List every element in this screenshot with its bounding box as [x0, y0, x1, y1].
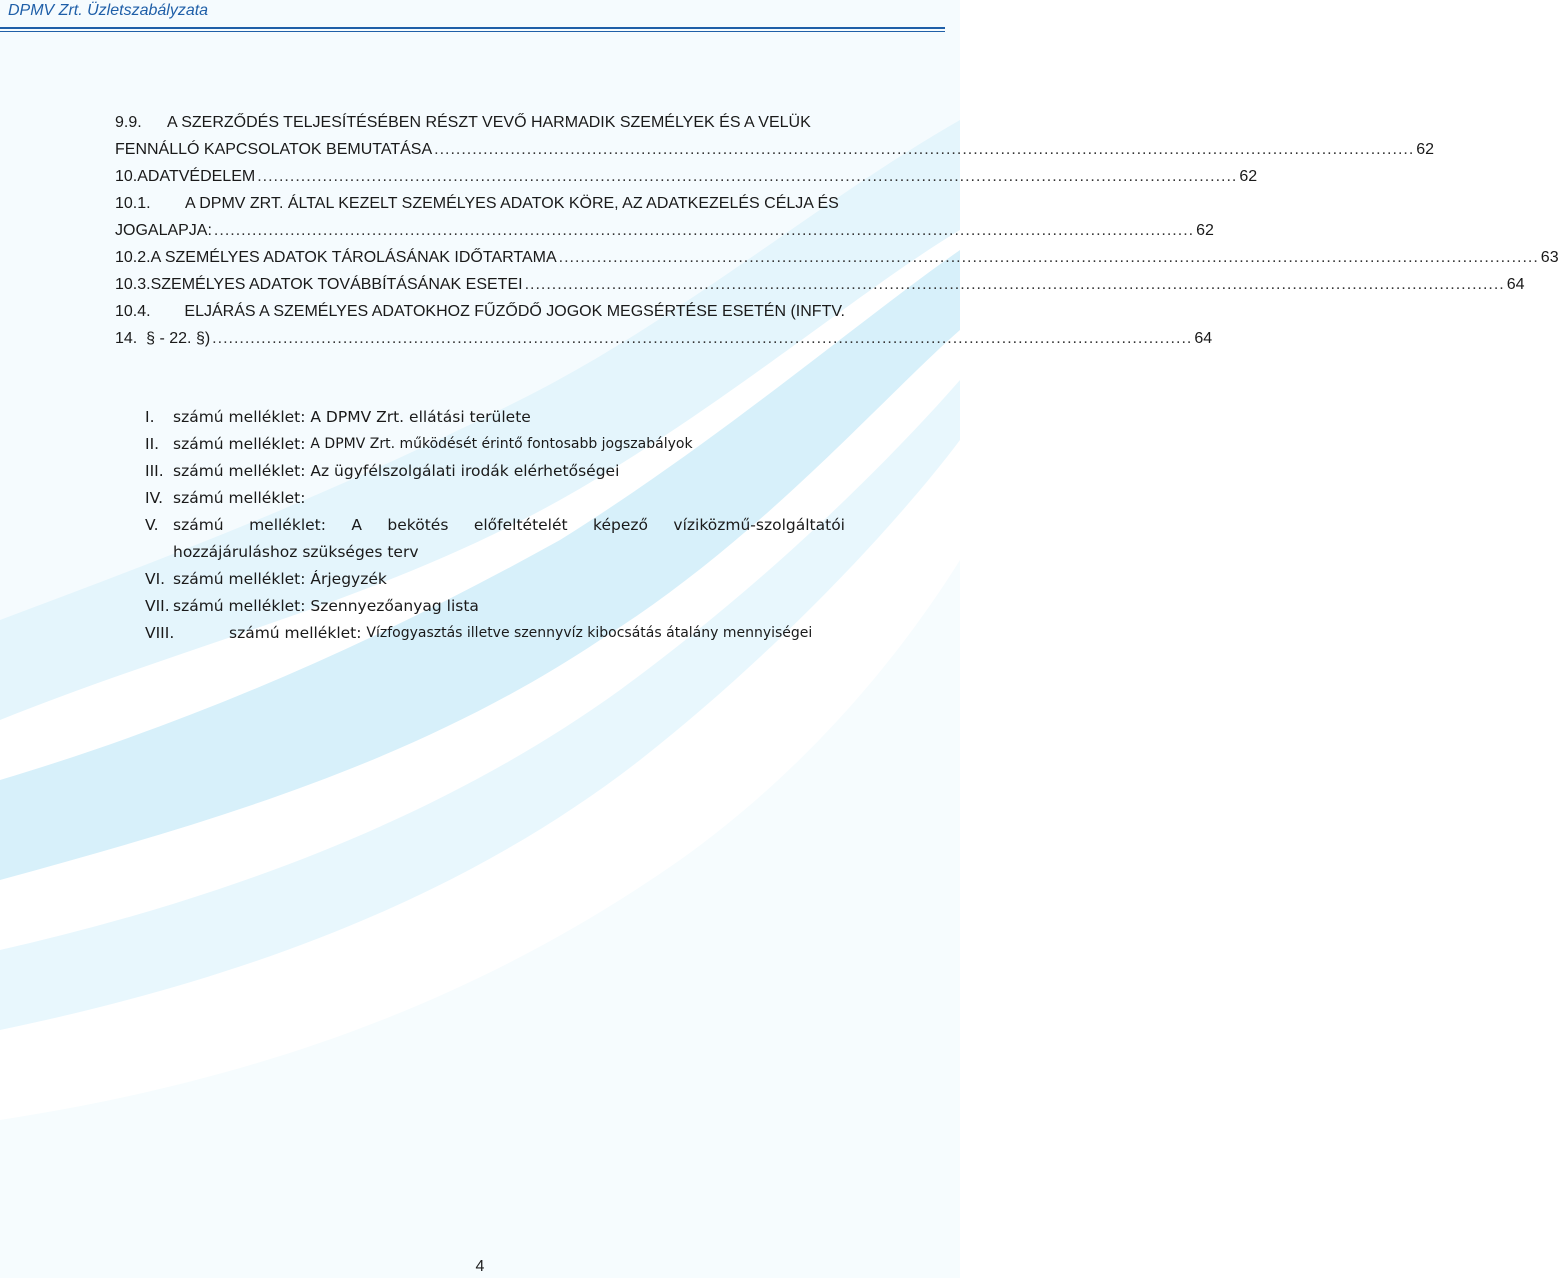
header-rule-thin — [0, 31, 945, 32]
toc-page: 64 — [1194, 330, 1213, 347]
annex-text: számú melléklet: Szennyezőanyag lista — [173, 597, 479, 615]
toc-page: 62 — [1196, 222, 1214, 239]
toc-page: 63 — [1540, 249, 1559, 266]
annex-text: számú melléklet: Az ügyfélszolgálati irodák elérhetőségei — [173, 462, 620, 480]
annex-text: hozzájáruláshoz szükséges terv — [173, 543, 419, 561]
annex-word: A — [351, 516, 362, 534]
toc-title: JOGALAPJA: — [115, 222, 212, 239]
annex-word: előfeltételét — [473, 516, 568, 534]
annex-text: számú melléklet: — [173, 435, 311, 453]
toc-title: SZEMÉLYES ADATOK TOVÁBBÍTÁSÁNAK ESETEI — [150, 276, 523, 293]
annex-justified-text — [173, 512, 845, 539]
annex-roman: VIII. — [145, 624, 175, 642]
toc-title: 14. § - 22. §) — [115, 330, 211, 347]
annex-roman: III. — [145, 462, 164, 480]
annex-item-continuation — [145, 539, 845, 566]
toc-leader-dots: .................................................................................................................................................................................... — [257, 168, 1238, 185]
annex-item — [145, 431, 845, 458]
toc-entry[interactable] — [115, 136, 1435, 163]
toc-leader-dots: .................................................................................................................................................................................... — [212, 330, 1193, 347]
annex-item — [145, 485, 845, 512]
toc-entry[interactable] — [115, 217, 1214, 244]
annex-text: számú melléklet: Árjegyzék — [173, 570, 387, 588]
toc-number: 10. — [115, 168, 138, 185]
toc-entry[interactable] — [115, 298, 845, 325]
annex-roman: I. — [145, 408, 155, 426]
toc-number: 9.9. — [115, 114, 142, 131]
toc-title: ELJÁRÁS A SZEMÉLYES ADATOKHOZ FŰZŐDŐ JOGOK MEGSÉRTÉSE ESETÉN (INFTV. — [184, 303, 845, 320]
annex-roman: II. — [145, 435, 160, 453]
page-number: 4 — [475, 1258, 485, 1275]
header-title: DPMV Zrt. Üzletszabályzata — [8, 2, 209, 19]
toc-title: FENNÁLLÓ KAPCSOLATOK BEMUTATÁSA — [115, 141, 433, 158]
annex-roman: VI. — [145, 570, 166, 588]
toc-entry[interactable] — [115, 109, 845, 136]
annex-text: számú melléklet: A DPMV Zrt. ellátási területe — [173, 408, 531, 426]
toc-title: ADATVÉDELEM — [137, 168, 256, 185]
toc-page: 64 — [1506, 276, 1525, 293]
toc-leader-dots: .................................................................................................................................................................................... — [524, 276, 1505, 293]
annex-roman: IV. — [145, 489, 164, 507]
table-of-contents — [115, 109, 1559, 352]
annex-item — [145, 593, 845, 620]
toc-leader-dots: .................................................................................................................................................................................... — [558, 249, 1539, 266]
toc-title: A SZEMÉLYES ADATOK TÁROLÁSÁNAK IDŐTARTAMA — [150, 249, 557, 266]
toc-number: 10.4. — [115, 303, 151, 320]
annex-item — [145, 512, 845, 539]
toc-page: 62 — [1416, 141, 1435, 158]
annex-word: melléklet: — [249, 516, 326, 534]
annex-text: számú melléklet: — [173, 489, 306, 507]
toc-leader-dots: .................................................................................................................................................................................... — [434, 141, 1415, 158]
toc-entry[interactable] — [115, 271, 1525, 298]
annex-word: bekötés — [387, 516, 449, 534]
annex-item — [145, 566, 845, 593]
annex-text-small: A DPMV Zrt. működését érintő fontosabb jogszabályok — [310, 436, 693, 452]
toc-number: 10.1. — [115, 195, 151, 212]
annex-word: víziközmű-szolgáltatói — [673, 516, 845, 534]
annex-item — [145, 458, 845, 485]
annex-roman: VII. — [145, 597, 170, 615]
annex-text-small: Vízfogyasztás illetve szennyvíz kibocsátás átalány mennyiségei — [366, 625, 813, 641]
header-rule — [0, 27, 945, 29]
annex-word: számú — [173, 516, 224, 534]
toc-entry[interactable] — [115, 244, 1559, 271]
toc-entry[interactable] — [115, 163, 1258, 190]
annex-list — [145, 404, 845, 647]
toc-leader-dots: .................................................................................................................................................................................... — [213, 222, 1195, 239]
toc-number: 10.2. — [115, 249, 151, 266]
toc-number: 10.3. — [115, 276, 151, 293]
annex-item — [145, 620, 845, 647]
toc-title: A DPMV ZRT. ÁLTAL KEZELT SZEMÉLYES ADATOK KÖRE, AZ ADATKEZELÉS CÉLJA ÉS — [185, 195, 839, 212]
toc-entry[interactable] — [115, 325, 1213, 352]
annex-roman: V. — [145, 516, 159, 534]
toc-entry[interactable] — [115, 190, 845, 217]
toc-page: 62 — [1239, 168, 1258, 185]
annex-item — [145, 404, 845, 431]
annex-word: képező — [593, 516, 648, 534]
annex-text: számú melléklet: — [229, 624, 367, 642]
toc-title: A SZERZŐDÉS TELJESÍTÉSÉBEN RÉSZT VEVŐ HARMADIK SZEMÉLYEK ÉS A VELÜK — [167, 114, 811, 131]
page-header — [0, 0, 960, 30]
